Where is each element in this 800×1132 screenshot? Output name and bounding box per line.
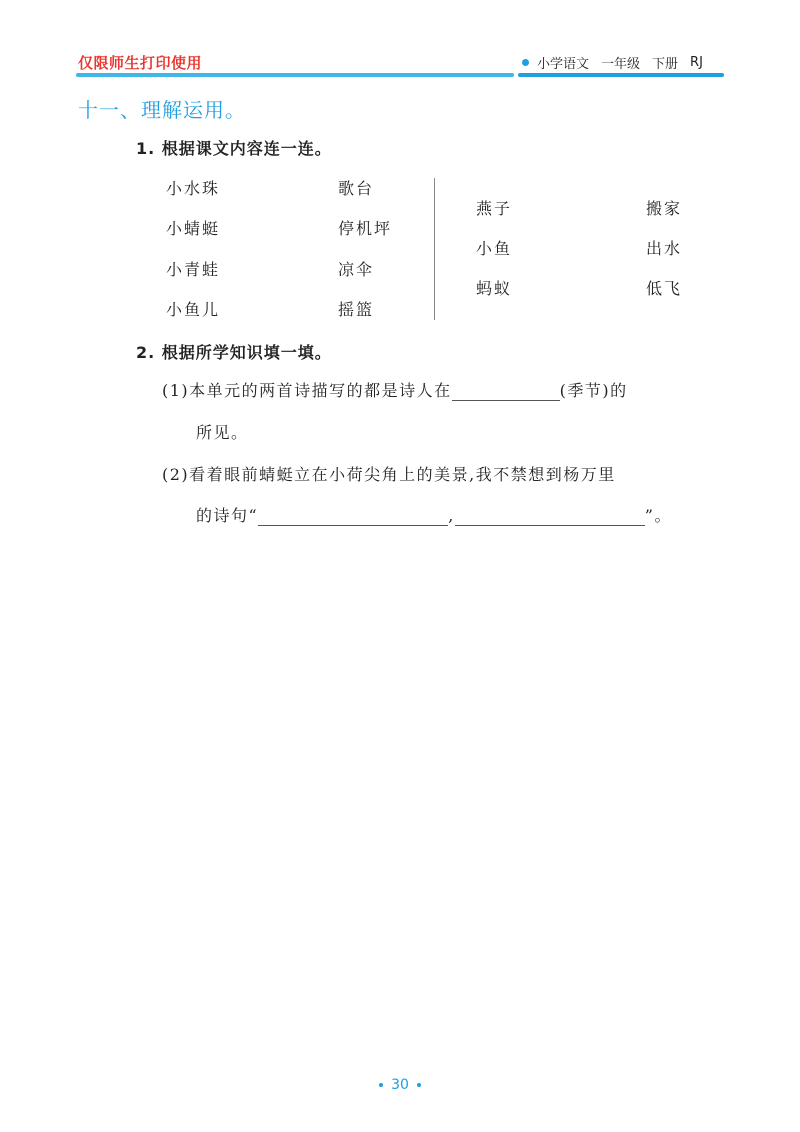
poem-line-2-blank[interactable] [455, 505, 645, 526]
question-2-title: 2. 根据所学知识填一填。 [136, 343, 332, 362]
fill-item-2-line1 [162, 462, 616, 485]
fill-item-1-line1 [162, 378, 628, 401]
match-word[interactable]: 歌台 [338, 179, 375, 198]
subject-label: 小学语文 [537, 56, 590, 72]
question-1-title: 1. 根据课文内容连一连。 [136, 139, 332, 158]
match-word[interactable]: 小蜻蜓 [166, 219, 221, 238]
column-divider [434, 178, 435, 320]
print-notice: 仅限师生打印使用 [78, 54, 203, 72]
match-word[interactable]: 小鱼儿 [166, 300, 221, 319]
header-rule-left [76, 73, 514, 77]
match-word[interactable]: 停机坪 [338, 219, 393, 238]
dot-icon [379, 1083, 383, 1087]
match-word[interactable]: 凉伞 [338, 260, 375, 279]
fill-item-2-line2 [196, 503, 672, 526]
fill-text: 的诗句“ [196, 506, 259, 525]
match-word[interactable]: 搬家 [646, 199, 683, 218]
match-word[interactable]: 摇篮 [338, 300, 375, 319]
fill-text: , [448, 506, 455, 525]
match-word[interactable]: 燕子 [476, 199, 513, 218]
dot-icon [417, 1083, 421, 1087]
header-rule-right [518, 73, 724, 77]
fill-text: (2)看着眼前蜻蜓立在小荷尖角上的美景,我不禁想到杨万里 [162, 465, 616, 484]
fill-text: (1)本单元的两首诗描写的都是诗人在 [162, 381, 452, 400]
fill-text: ”。 [644, 506, 672, 525]
edition-label: RJ [690, 54, 703, 70]
page-number-text: 30 [391, 1077, 409, 1093]
fill-text: 所见。 [196, 423, 249, 442]
term-label: 下册 [652, 56, 679, 72]
grade-label: 一年级 [601, 56, 641, 72]
match-word[interactable]: 小水珠 [166, 179, 221, 198]
bullet-dot-icon [522, 59, 529, 66]
section-title: 十一、理解运用。 [78, 98, 246, 122]
page-number [0, 1077, 800, 1093]
match-word[interactable]: 出水 [646, 239, 683, 258]
match-word[interactable]: 小青蛙 [166, 260, 221, 279]
season-blank[interactable] [452, 380, 560, 401]
fill-item-1-line2 [196, 420, 249, 443]
match-word[interactable]: 低飞 [646, 279, 683, 298]
book-info [522, 52, 703, 72]
match-word[interactable]: 小鱼 [476, 239, 513, 258]
match-word[interactable]: 蚂蚁 [476, 279, 513, 298]
poem-line-1-blank[interactable] [258, 505, 448, 526]
fill-text: (季节)的 [559, 381, 628, 400]
